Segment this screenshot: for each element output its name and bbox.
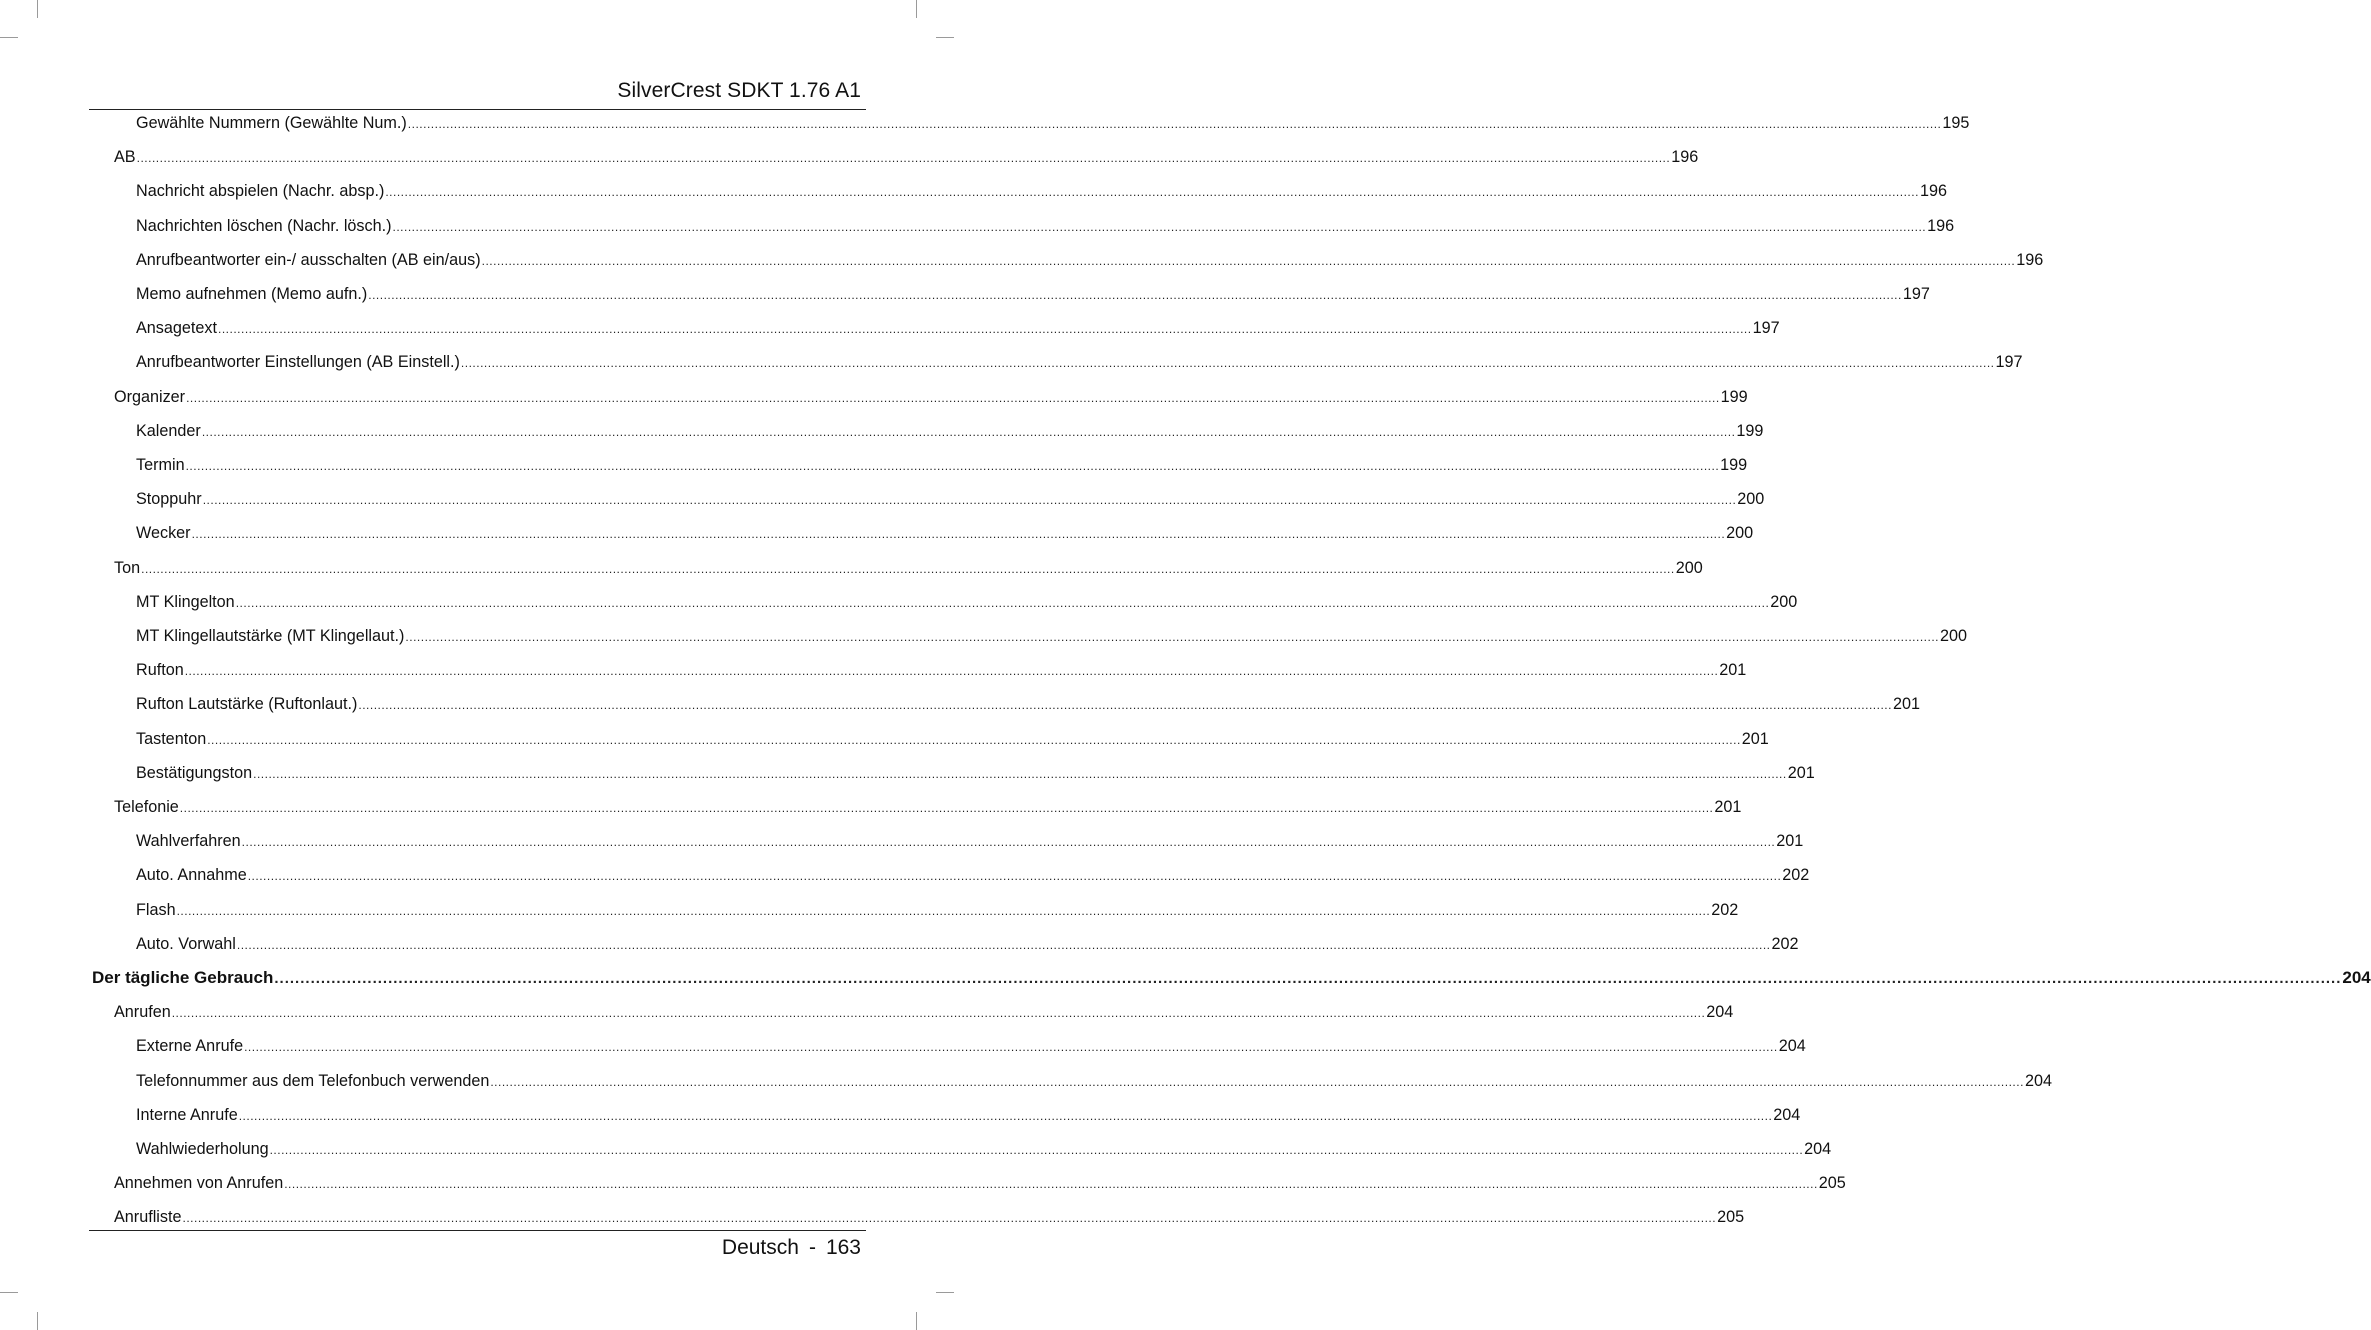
toc-entry-page: 201 [1714, 798, 1742, 816]
dot-leader: ................................................................................................................................................................................................................................................................................................................................................................................................................ [481, 253, 2016, 268]
toc-entry[interactable] [89, 249, 2044, 271]
toc-entry[interactable] [89, 1206, 1745, 1228]
dot-leader: ................................................................................................................................................................................................................................................................................................................................................................................................................ [247, 869, 1782, 884]
dot-leader: ................................................................................................................................................................................................................................................................................................................................................................................................................ [238, 1108, 1773, 1123]
toc-entry[interactable] [89, 180, 1947, 202]
toc-entry-page: 205 [1717, 1208, 1745, 1227]
crop-mark [936, 1292, 954, 1293]
dot-leader: ................................................................................................................................................................................................................................................................................................................................................................................................................ [182, 1211, 1717, 1226]
toc-entry[interactable] [89, 146, 1699, 168]
toc-entry[interactable] [89, 1172, 1846, 1194]
toc-entry-label: Auto. Annahme [136, 866, 247, 885]
toc-entry-page: 201 [1787, 763, 1815, 782]
toc-entry-label: Memo aufnehmen (Memo aufn.) [136, 285, 368, 303]
toc-entry-label: Wahlwiederholung [136, 1140, 269, 1158]
dot-leader: ................................................................................................................................................................................................................................................................................................................................................................................................................ [407, 117, 1942, 131]
dot-leader: ................................................................................................................................................................................................................................................................................................................................................................................................................ [191, 527, 1726, 542]
dot-leader: ................................................................................................................................................................................................................................................................................................................................................................................................................ [201, 424, 1736, 439]
toc-entry[interactable] [89, 522, 1754, 544]
toc-entry-label: Stoppuhr [136, 490, 202, 509]
dot-leader: ................................................................................................................................................................................................................................................................................................................................................................................................................ [253, 766, 1787, 781]
toc-entry[interactable] [89, 1104, 1801, 1126]
toc-entry-label: Nachrichten löschen (Nachr. lösch.) [136, 216, 392, 235]
toc-entry-label: Anrufbeantworter ein-/ ausschalten (AB ein/aus) [136, 250, 481, 269]
crop-mark [0, 1292, 18, 1293]
toc-entry-label: Anrufbeantworter Einstellungen (AB Einstell.) [136, 353, 460, 372]
toc-entry[interactable] [89, 283, 1930, 305]
dot-leader: ................................................................................................................................................................................................................................................................................................................................................................................................................ [358, 698, 1892, 713]
crop-mark [0, 37, 18, 38]
toc-entry[interactable] [89, 659, 1747, 681]
toc-entry-page: 195 [1942, 114, 1970, 132]
toc-entry-label: Interne Anrufe [136, 1105, 238, 1124]
toc-entry-page: 201 [1892, 695, 1920, 714]
toc-entry[interactable] [89, 1035, 1806, 1057]
toc-entry-label: Wecker [136, 524, 191, 543]
toc-entry-page: 204 [1778, 1037, 1806, 1056]
toc-entry[interactable] [89, 796, 1742, 818]
dot-leader: ................................................................................................................................................................................................................................................................................................................................................................................................................ [490, 1074, 2024, 1089]
toc-entry[interactable] [89, 386, 1748, 408]
toc-entry-page: 204 [1706, 1003, 1734, 1022]
toc-entry[interactable] [89, 1070, 2052, 1092]
toc-entry-label: Anrufliste [114, 1208, 182, 1227]
toc-entry-page: 199 [1720, 387, 1748, 406]
toc-entry-page: 201 [1776, 832, 1804, 851]
toc-entry-page: 202 [1771, 934, 1799, 953]
toc-entry-label: Bestätigungston [136, 763, 253, 782]
toc-entry-page: 197 [1995, 353, 2023, 372]
toc-entry-page: 200 [1940, 627, 1968, 645]
crop-mark [37, 1312, 38, 1330]
toc-entry[interactable] [89, 967, 2371, 989]
toc-entry-label: Rufton Lautstärke (Ruftonlaut.) [136, 695, 358, 714]
dot-leader: ................................................................................................................................................................................................................................................................................................................................................................................................................ [460, 356, 1995, 371]
header-rule [89, 109, 866, 110]
dot-leader: ................................................................................................................................................................................................................................................................................................................................................................................................................ [218, 322, 1752, 337]
toc-entry[interactable] [89, 933, 1799, 955]
toc-entry[interactable] [89, 317, 1780, 339]
toc-entry-label: Anrufen [114, 1003, 171, 1022]
toc-entry[interactable] [89, 830, 1804, 852]
dot-leader: ................................................................................................................................................................................................................................................................................................................................................................................................................ [269, 1143, 1804, 1157]
toc-entry-page: 204 [1804, 1140, 1832, 1158]
toc-entry-page: 202 [1782, 866, 1810, 885]
dot-leader: ................................................................................................................................................................................................................................................................................................................................................................................................................ [179, 801, 1714, 815]
toc-entry-label: Nachricht abspielen (Nachr. absp.) [136, 182, 385, 201]
dot-leader: ................................................................................................................................................................................................................................................................................................................................................................................................................ [141, 561, 1675, 576]
dot-leader: ................................................................................................................................................................................................................................................................................................................................................................................................................ [176, 903, 1711, 918]
dot-leader: ................................................................................................................................................................................................................................................................................................................................................................................................................ [202, 493, 1737, 508]
toc-entry[interactable] [89, 488, 1765, 510]
dot-leader: ................................................................................................................................................................................................................................................................................................................................................................................................................ [392, 219, 1927, 234]
dot-leader: ................................................................................................................................................................................................................................................................................................................................................................................................................ [274, 970, 2342, 987]
crop-mark [916, 0, 917, 18]
toc-entry-page: 196 [1927, 216, 1955, 235]
toc-entry[interactable] [89, 693, 1920, 715]
dot-leader: ................................................................................................................................................................................................................................................................................................................................................................................................................ [244, 1040, 1778, 1055]
toc-entry[interactable] [89, 1138, 1832, 1160]
toc-entry-page: 201 [1741, 729, 1769, 748]
toc-entry-page: 200 [1726, 524, 1754, 543]
toc-entry[interactable] [89, 557, 1703, 579]
toc-entry-page: 197 [1902, 285, 1930, 303]
toc-entry-page: 202 [1711, 900, 1739, 919]
dot-leader: ................................................................................................................................................................................................................................................................................................................................................................................................................ [171, 1006, 1706, 1021]
toc-entry[interactable] [89, 728, 1769, 750]
page-footer [722, 1236, 861, 1260]
toc-entry[interactable] [89, 1001, 1734, 1023]
toc-entry-page: 197 [1752, 319, 1780, 338]
toc-entry[interactable] [89, 420, 1764, 442]
footer-separator: - [808, 1236, 816, 1259]
dot-leader: ................................................................................................................................................................................................................................................................................................................................................................................................................ [385, 185, 1919, 200]
toc-entry-label: Annehmen von Anrufen [114, 1174, 284, 1193]
toc-entry-label: Flash [136, 900, 176, 919]
toc-entry[interactable] [89, 591, 1798, 613]
toc-entry-page: 196 [2016, 250, 2044, 269]
dot-leader: ................................................................................................................................................................................................................................................................................................................................................................................................................ [235, 595, 1770, 610]
dot-leader: ................................................................................................................................................................................................................................................................................................................................................................................................................ [236, 937, 1771, 952]
toc-entry-label: Termin [136, 456, 185, 474]
toc-entry-label: MT Klingellautstärke (MT Klingellaut.) [136, 627, 405, 645]
toc-entry-page: 204 [2342, 968, 2371, 987]
toc-entry-label: Ansagetext [136, 319, 217, 338]
footer-language: Deutsch [721, 1236, 799, 1259]
toc-entry-label: Auto. Vorwahl [136, 934, 236, 953]
footer-rule [89, 1230, 866, 1231]
toc-entry-label: Der tägliche Gebrauch [92, 968, 274, 987]
dot-leader: ................................................................................................................................................................................................................................................................................................................................................................................................................ [284, 1177, 1818, 1192]
toc-entry-page: 201 [1719, 661, 1747, 680]
toc-entry[interactable] [89, 899, 1739, 921]
toc-entry-page: 199 [1720, 456, 1748, 474]
page-header-title: SilverCrest SDKT 1.76 A1 [617, 79, 861, 102]
toc-entry-label: Ton [114, 558, 141, 577]
toc-entry-label: Externe Anrufe [136, 1037, 244, 1056]
toc-entry-label: Telefonnummer aus dem Telefonbuch verwenden [136, 1071, 490, 1090]
toc-entry[interactable] [89, 112, 1970, 134]
toc-entry-page: 196 [1919, 182, 1947, 201]
dot-leader: ................................................................................................................................................................................................................................................................................................................................................................................................................ [186, 390, 1720, 405]
dot-leader: ................................................................................................................................................................................................................................................................................................................................................................................................................ [207, 732, 1741, 747]
toc-entry[interactable] [89, 864, 1810, 886]
toc-entry-page: 204 [2024, 1071, 2052, 1090]
crop-mark [936, 37, 954, 38]
toc-entry-page: 196 [1671, 148, 1699, 167]
toc-entry[interactable] [89, 215, 1955, 237]
footer-page-number: 163 [825, 1236, 861, 1259]
toc-entry[interactable] [89, 625, 1968, 647]
toc-entry-page: 200 [1675, 558, 1703, 577]
toc-entry[interactable] [89, 762, 1815, 784]
dot-leader: ................................................................................................................................................................................................................................................................................................................................................................................................................ [241, 835, 1776, 850]
dot-leader: ................................................................................................................................................................................................................................................................................................................................................................................................................ [136, 151, 1671, 166]
toc-entry-label: AB [114, 148, 136, 167]
crop-mark [37, 0, 38, 18]
crop-mark [916, 1312, 917, 1330]
toc-entry-page: 200 [1737, 490, 1765, 509]
toc-entry-label: Wahlverfahren [136, 832, 241, 851]
toc-entry-page: 200 [1770, 592, 1798, 611]
toc-entry[interactable] [89, 454, 1748, 476]
toc-entry-page: 205 [1818, 1174, 1846, 1193]
toc-entry[interactable] [89, 351, 2023, 373]
dot-leader: ................................................................................................................................................................................................................................................................................................................................................................................................................ [184, 664, 1719, 679]
toc-entry-label: MT Klingelton [136, 592, 235, 611]
toc-entry-label: Kalender [136, 421, 201, 440]
toc-entry-page: 199 [1736, 421, 1764, 440]
dot-leader: ................................................................................................................................................................................................................................................................................................................................................................................................................ [405, 630, 1939, 644]
dot-leader: ................................................................................................................................................................................................................................................................................................................................................................................................................ [368, 288, 1902, 302]
toc-entry-label: Organizer [114, 387, 186, 406]
toc-entry-page: 204 [1773, 1105, 1801, 1124]
toc-entry-label: Gewählte Nummern (Gewählte Num.) [136, 114, 407, 132]
dot-leader: ................................................................................................................................................................................................................................................................................................................................................................................................................ [185, 459, 1720, 473]
toc-entry-label: Rufton [136, 661, 184, 680]
toc-entry-label: Telefonie [114, 798, 179, 816]
toc-entry-label: Tastenton [136, 729, 207, 748]
